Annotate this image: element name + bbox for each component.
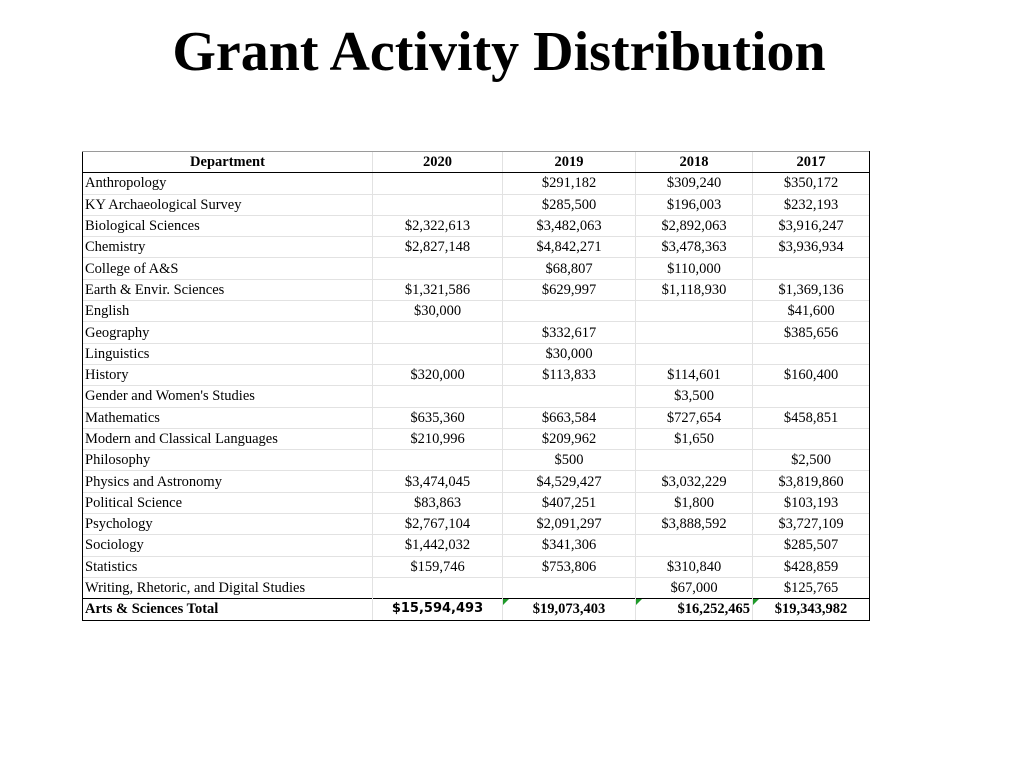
- grant-amount-2019: $2,091,297: [503, 514, 636, 535]
- table-row: [83, 577, 870, 598]
- grant-amount-2019: $753,806: [503, 556, 636, 577]
- column-header-2019: 2019: [503, 152, 636, 173]
- grant-amount-2020: $210,996: [373, 428, 503, 449]
- table-row: [83, 556, 870, 577]
- corner-marker-icon: [636, 599, 642, 605]
- department-name: Sociology: [83, 535, 373, 556]
- table-row: [83, 279, 870, 300]
- table-row: [83, 428, 870, 449]
- grant-amount-2019: $285,500: [503, 194, 636, 215]
- department-name: Linguistics: [83, 343, 373, 364]
- grant-amount-2019: $30,000: [503, 343, 636, 364]
- total-2019: [503, 599, 636, 620]
- department-name: Modern and Classical Languages: [83, 428, 373, 449]
- department-name: Geography: [83, 322, 373, 343]
- grant-amount-2017: $125,765: [753, 577, 870, 598]
- department-name: Earth & Envir. Sciences: [83, 279, 373, 300]
- grant-amount-2020: [373, 343, 503, 364]
- total-2017: [753, 599, 870, 620]
- grant-amount-2018: $3,478,363: [636, 237, 753, 258]
- table-row: [83, 407, 870, 428]
- grant-amount-2018: [636, 322, 753, 343]
- grant-amount-2018: $727,654: [636, 407, 753, 428]
- department-name: Philosophy: [83, 450, 373, 471]
- grant-amount-2018: $3,500: [636, 386, 753, 407]
- department-name: Anthropology: [83, 173, 373, 194]
- total-label: Arts & Sciences Total: [83, 599, 373, 620]
- column-header-2018: 2018: [636, 152, 753, 173]
- table-header-row: [83, 152, 870, 173]
- grant-amount-2018: $114,601: [636, 364, 753, 385]
- department-name: College of A&S: [83, 258, 373, 279]
- grant-amount-2018: $67,000: [636, 577, 753, 598]
- table-row: [83, 322, 870, 343]
- grant-amount-2019: $629,997: [503, 279, 636, 300]
- table-row: [83, 364, 870, 385]
- grant-amount-2020: $2,322,613: [373, 215, 503, 236]
- column-header-department: Department: [83, 152, 373, 173]
- grant-amount-2019: [503, 386, 636, 407]
- grant-amount-2020: $635,360: [373, 407, 503, 428]
- grant-amount-2019: [503, 301, 636, 322]
- grant-amount-2017: [753, 428, 870, 449]
- corner-marker-icon: [753, 599, 759, 605]
- column-header-2020: 2020: [373, 152, 503, 173]
- grant-amount-2019: $500: [503, 450, 636, 471]
- grant-amount-2018: [636, 535, 753, 556]
- department-name: Mathematics: [83, 407, 373, 428]
- grant-amount-2020: $1,442,032: [373, 535, 503, 556]
- grant-amount-2017: $3,916,247: [753, 215, 870, 236]
- grant-amount-2020: [373, 450, 503, 471]
- table-row: [83, 471, 870, 492]
- grant-amount-2018: $309,240: [636, 173, 753, 194]
- grant-amount-2020: [373, 386, 503, 407]
- grant-amount-2019: $209,962: [503, 428, 636, 449]
- table-body: [83, 173, 870, 599]
- table-row: [83, 343, 870, 364]
- table-row: [83, 173, 870, 194]
- table-row: [83, 215, 870, 236]
- grant-amount-2017: $285,507: [753, 535, 870, 556]
- department-name: Biological Sciences: [83, 215, 373, 236]
- grant-amount-2017: $232,193: [753, 194, 870, 215]
- grant-amount-2020: $3,474,045: [373, 471, 503, 492]
- grant-amount-2020: [373, 258, 503, 279]
- total-2019-value: $19,073,403: [532, 601, 606, 618]
- grant-amount-2020: [373, 577, 503, 598]
- grant-amount-2020: [373, 194, 503, 215]
- grant-amount-2020: $1,321,586: [373, 279, 503, 300]
- department-name: Gender and Women's Studies: [83, 386, 373, 407]
- grant-amount-2018: $310,840: [636, 556, 753, 577]
- grant-amount-2017: $3,819,860: [753, 471, 870, 492]
- total-2018: [636, 599, 753, 620]
- department-name: Statistics: [83, 556, 373, 577]
- grant-amount-2020: $83,863: [373, 492, 503, 513]
- grant-amount-2019: $3,482,063: [503, 215, 636, 236]
- grant-table: [82, 151, 870, 621]
- grant-amount-2019: $4,842,271: [503, 237, 636, 258]
- grant-amount-2017: [753, 386, 870, 407]
- grant-amount-2020: $2,767,104: [373, 514, 503, 535]
- grant-amount-2017: [753, 258, 870, 279]
- grant-amount-2019: $291,182: [503, 173, 636, 194]
- grant-amount-2020: $159,746: [373, 556, 503, 577]
- column-header-2017: 2017: [753, 152, 870, 173]
- table-row: [83, 514, 870, 535]
- department-name: History: [83, 364, 373, 385]
- grant-amount-2018: $1,650: [636, 428, 753, 449]
- grant-amount-2020: $30,000: [373, 301, 503, 322]
- grant-amount-2017: $428,859: [753, 556, 870, 577]
- grant-amount-2018: [636, 450, 753, 471]
- grant-amount-2017: $350,172: [753, 173, 870, 194]
- grant-amount-2017: $1,369,136: [753, 279, 870, 300]
- grant-amount-2017: $103,193: [753, 492, 870, 513]
- grant-amount-2019: $663,584: [503, 407, 636, 428]
- grant-amount-2020: $2,827,148: [373, 237, 503, 258]
- grant-amount-2017: $385,656: [753, 322, 870, 343]
- department-name: KY Archaeological Survey: [83, 194, 373, 215]
- grant-amount-2019: $4,529,427: [503, 471, 636, 492]
- grant-amount-2019: $332,617: [503, 322, 636, 343]
- grant-amount-2020: $320,000: [373, 364, 503, 385]
- table-row: [83, 301, 870, 322]
- total-row: [83, 599, 870, 620]
- grant-amount-2020: [373, 173, 503, 194]
- table-row: [83, 258, 870, 279]
- grant-amount-2019: $68,807: [503, 258, 636, 279]
- table-row: [83, 386, 870, 407]
- grant-amount-2018: $3,888,592: [636, 514, 753, 535]
- slide-title: Grant Activity Distribution: [172, 21, 826, 83]
- department-name: English: [83, 301, 373, 322]
- grant-amount-2019: $113,833: [503, 364, 636, 385]
- grant-amount-2018: [636, 301, 753, 322]
- grant-amount-2017: $3,727,109: [753, 514, 870, 535]
- table-row: [83, 194, 870, 215]
- total-2018-value: $16,252,465: [677, 601, 750, 618]
- grant-amount-2019: [503, 577, 636, 598]
- grant-amount-2018: [636, 343, 753, 364]
- corner-marker-icon: [503, 599, 509, 605]
- department-name: Political Science: [83, 492, 373, 513]
- grant-amount-2020: [373, 322, 503, 343]
- department-name: Chemistry: [83, 237, 373, 258]
- total-2017-value: $19,343,982: [774, 601, 848, 618]
- grant-amount-2017: $2,500: [753, 450, 870, 471]
- grant-amount-2018: $196,003: [636, 194, 753, 215]
- grant-amount-2019: $407,251: [503, 492, 636, 513]
- grant-amount-2018: $1,118,930: [636, 279, 753, 300]
- grant-amount-2017: [753, 343, 870, 364]
- department-name: Psychology: [83, 514, 373, 535]
- table-row: [83, 535, 870, 556]
- grant-amount-2018: $2,892,063: [636, 215, 753, 236]
- grant-amount-2017: $458,851: [753, 407, 870, 428]
- department-name: Physics and Astronomy: [83, 471, 373, 492]
- grant-amount-2019: $341,306: [503, 535, 636, 556]
- grant-amount-2017: $41,600: [753, 301, 870, 322]
- grant-amount-2018: $3,032,229: [636, 471, 753, 492]
- grant-amount-2017: $3,936,934: [753, 237, 870, 258]
- department-name: Writing, Rhetoric, and Digital Studies: [83, 577, 373, 598]
- table-row: [83, 450, 870, 471]
- table-row: [83, 237, 870, 258]
- grant-amount-2018: $110,000: [636, 258, 753, 279]
- total-2020: $15,594,493: [373, 599, 503, 620]
- grant-amount-2017: $160,400: [753, 364, 870, 385]
- table-row: [83, 492, 870, 513]
- grant-amount-2018: $1,800: [636, 492, 753, 513]
